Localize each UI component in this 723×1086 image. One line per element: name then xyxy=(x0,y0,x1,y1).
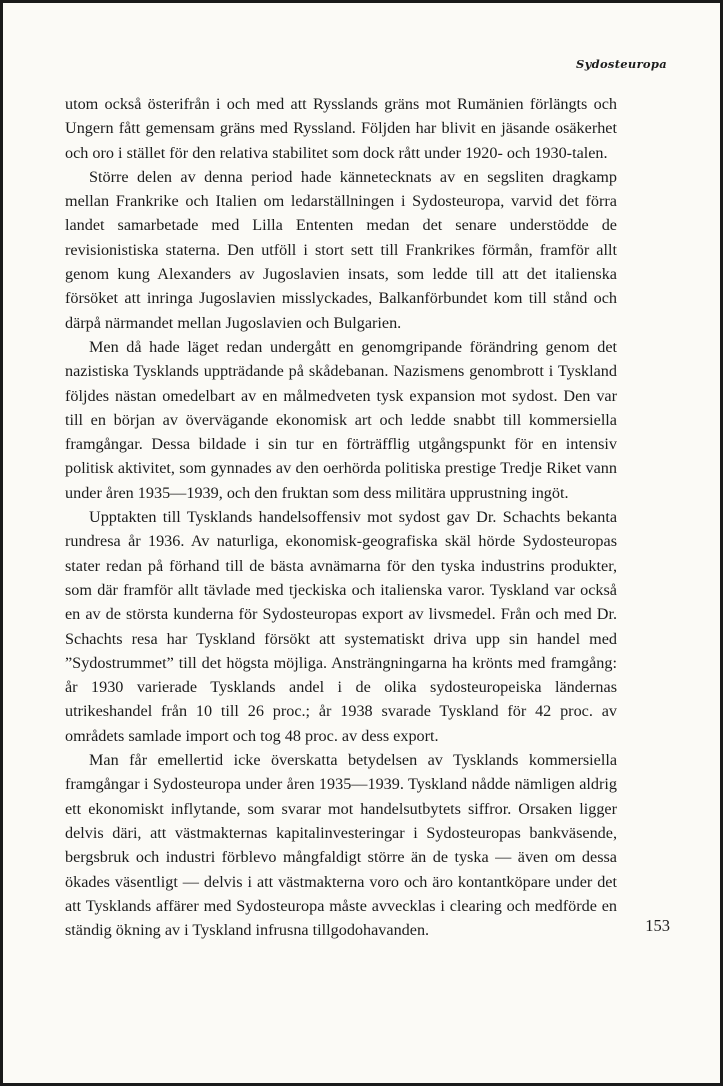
paragraph-2: Större delen av denna period hade kännetecknats av en segsliten dragkamp mellan Frankrike och Italien om ledarställningen i Sydosteuropa, varvid det förra landet samarbetade med Lilla Ententen medan det senare understödde de revisionistiska staterna. Den utföll i stort sett till Frankrikes förmån, framför allt genom kung Alexanders av Jugoslavien insats, som ledde till att det italienska försöket att inringa Jugoslavien misslyckades, Balkanförbundet kom till stånd och därpå närmandet mellan Jugoslavien och Bulgarien. xyxy=(65,167,617,332)
body-text xyxy=(65,92,617,942)
book-page xyxy=(3,3,720,1083)
running-head: Sydosteuropa xyxy=(576,57,667,71)
paragraph-3: Men då hade läget redan undergått en genomgripande förändring genom det nazistiska Tysklands uppträdande på skådebanan. Nazismens genombrott i Tyskland följdes nästan omedelbart av en målmedveten tysk expansion mot sydost. Den var till en början av övervägande ekonomisk art och ledde snabbt till kommersiella framgångar. Dessa bildade i sin tur en förträfflig utgångspunkt för en intensiv politisk aktivitet, som gynnades av den oerhörda politiska prestige Tredje Riket vann under åren 1935—1939, och den fruktan som dess militära upprustning ingöt. xyxy=(65,337,617,502)
paragraph-1: utom också österifrån i och med att Rysslands gräns mot Rumänien förlängts och Ungern fått gemensam gräns med Ryssland. Följden har blivit en jäsande osäkerhet och oro i stället för den relativa stabilitet som dock rått under 1920- och 1930-talen. xyxy=(65,95,617,162)
page-number: 153 xyxy=(645,916,670,935)
paragraph-4: Upptakten till Tysklands handelsoffensiv mot sydost gav Dr. Schachts bekanta rundresa år 1936. Av naturliga, ekonomisk-geografiska skäl hörde Sydosteuropas stater redan på förhand till de bästa avnämarna för den tyska industrins produkter, som där framför allt tävlade med tjeckiska och italienska varor. Tyskland var också en av de största kunderna för Sydosteuropas export av livsmedel. Från och med Dr. Schachts resa har Tyskland försökt att systematiskt driva upp sin handel med ”Sydostrummet” till det högsta möjliga. Ansträngningarna ha krönts med framgång: år 1930 varierade Tysklands andel i de olika sydosteuropeiska ländernas utrikeshandel från 10 till 26 proc.; år 1938 svarade Tyskland för 42 proc. av områdets samlade import och tog 48 proc. av dess export. xyxy=(65,508,617,745)
paragraph-5: Man får emellertid icke överskatta betydelsen av Tysklands kommersiella framgångar i Sydosteuropa under åren 1935—1939. Tyskland nådde nämligen aldrig ett ekonomiskt inflytande, som svarar mot handelsutbytets siffror. Orsaken ligger delvis däri, att västmakternas kapitalinvesteringar i Sydosteuropas bankväsende, bergsbruk och industri förblevo mångfaldigt större än de tyska — även om dessa ökades väsentligt — delvis i att västmakterna voro och äro kontantköpare under det att Tysklands affärer med Sydosteuropa måste avvecklas i clearing och medförde en ständig ökning av i Tyskland infrusna tillgodohavanden. xyxy=(65,751,617,940)
